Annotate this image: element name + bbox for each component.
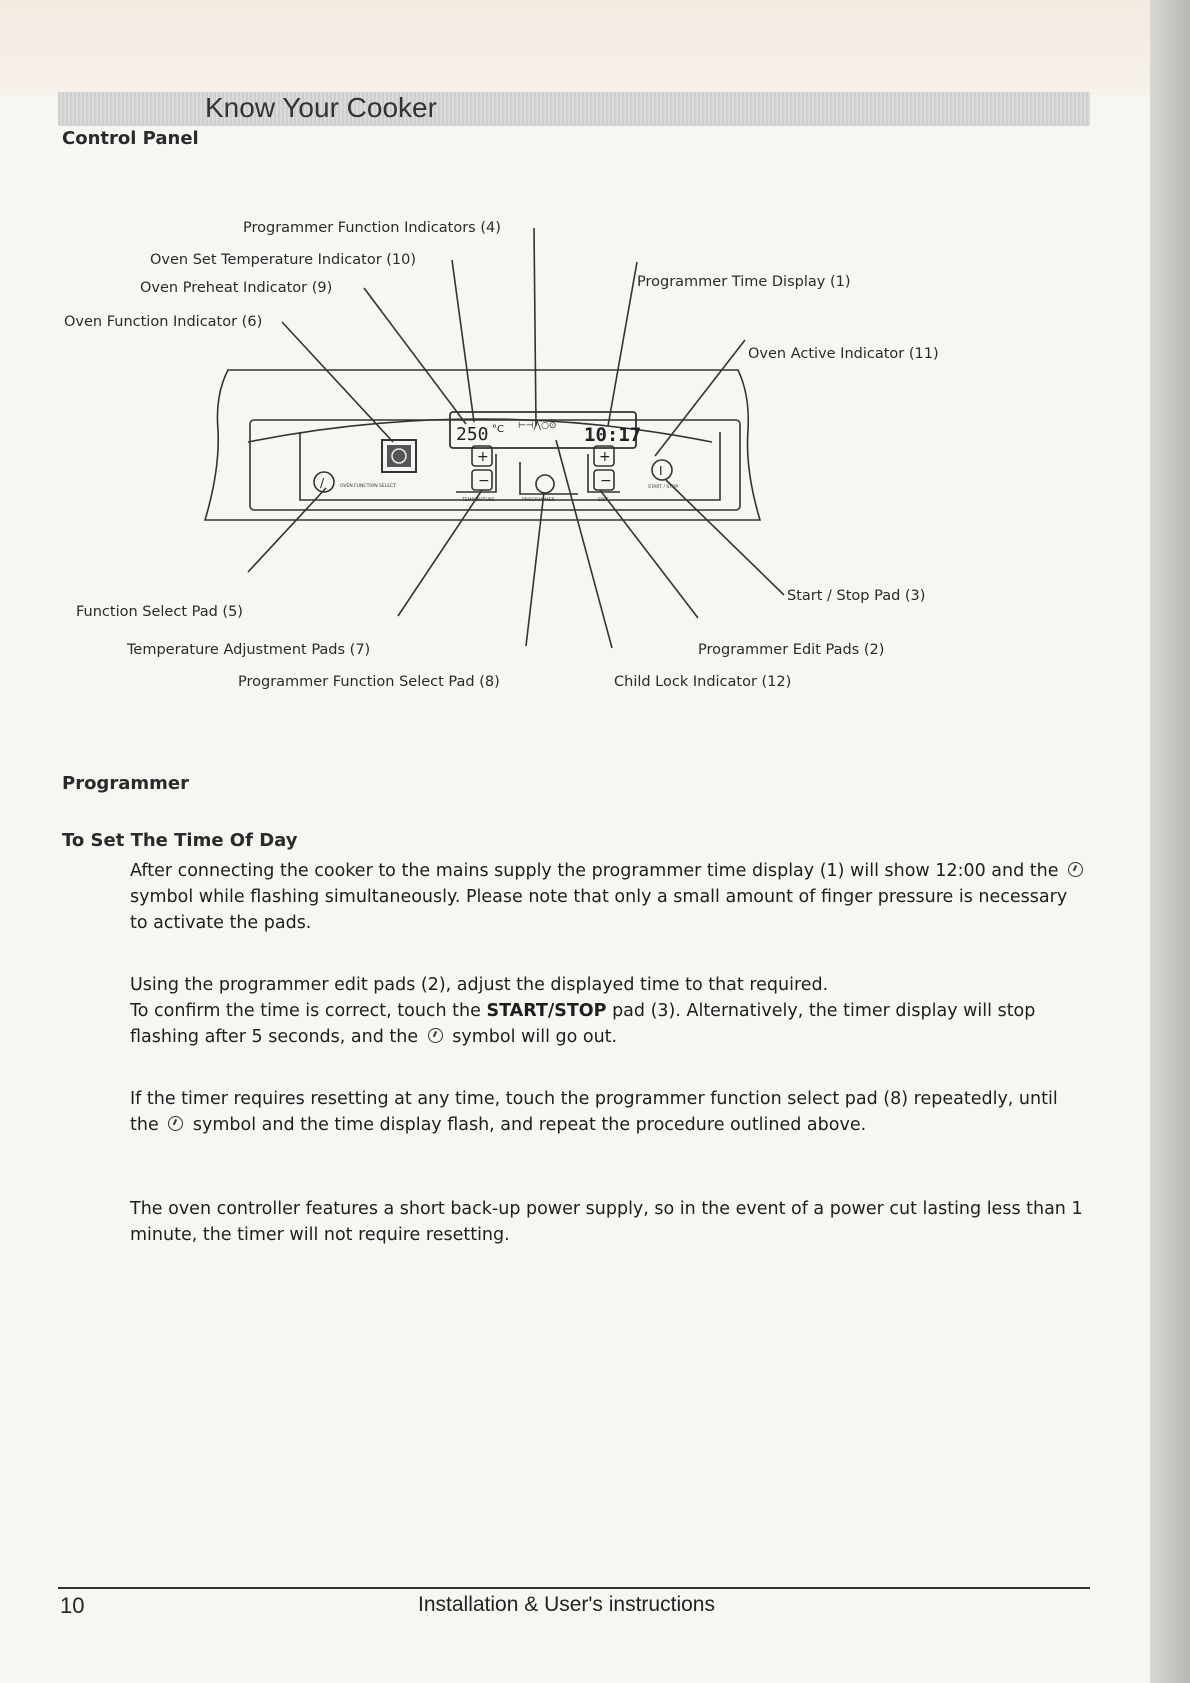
- footer-rule: [58, 1587, 1090, 1589]
- page-top-tint: [0, 0, 1150, 95]
- callout-function-select-pad: Function Select Pad (5): [76, 604, 243, 620]
- heading-programmer: Programmer: [62, 773, 189, 794]
- paragraph-edit-pads-part-2: To confirm the time is correct, touch the: [130, 1001, 481, 1021]
- page-title: Know Your Cooker: [205, 92, 437, 123]
- edit-down-symbol: −: [600, 473, 612, 489]
- programmer-select-pad-shape: [536, 475, 554, 493]
- callout-oven-preheat-indicator: Oven Preheat Indicator (9): [140, 280, 333, 296]
- panel-label-temperature: TEMPERATURE: [462, 498, 495, 503]
- display-function-symbols: ⊢⊣⋀○⊙: [518, 421, 557, 431]
- paragraph-resetting: [130, 1086, 1090, 1138]
- display-time: 10:17: [584, 424, 642, 446]
- callout-oven-function-indicator: Oven Function Indicator (6): [64, 314, 263, 330]
- callout-programmer-edit-pads: Programmer Edit Pads (2): [698, 642, 885, 658]
- leader-child-lock: [556, 440, 612, 648]
- leader-programmer-select: [526, 492, 544, 646]
- callout-temperature-adjustment-pads: Temperature Adjustment Pads (7): [127, 642, 371, 658]
- leader-function-indicator: [282, 322, 393, 442]
- page-edge-shadow: [1150, 0, 1190, 1683]
- start-stop-keyword: START/STOP: [486, 1001, 607, 1021]
- temperature-up-symbol: +: [477, 449, 489, 465]
- control-panel-diagram: [0, 200, 1150, 710]
- heading-control-panel: Control Panel: [62, 128, 199, 149]
- panel-label-programmer: PROGRAMMER: [522, 498, 555, 503]
- clock-icon: [1068, 862, 1083, 877]
- paragraph-resetting-part-1: If the timer requires resetting at any time, touch the programmer function select pad (8) repeatedly, until the: [130, 1089, 1058, 1135]
- function-select-symbol: /: [320, 476, 325, 490]
- control-panel-illustration: [0, 200, 1150, 710]
- callout-programmer-time-display: Programmer Time Display (1): [637, 274, 851, 290]
- edit-up-symbol: +: [599, 449, 611, 465]
- heading-set-time-of-day: To Set The Time Of Day: [62, 830, 298, 851]
- paragraph-edit-pads: [130, 972, 1090, 1050]
- display-temperature-unit: °C: [492, 424, 504, 435]
- leader-oven-active: [655, 340, 745, 456]
- callout-programmer-function-indicators: Programmer Function Indicators (4): [243, 220, 501, 236]
- leader-function-indicators: [534, 228, 536, 426]
- footer-title: Installation & User's instructions: [418, 1593, 715, 1616]
- leader-temperature-pads: [398, 490, 482, 616]
- temperature-down-symbol: −: [478, 473, 490, 489]
- leader-preheat: [364, 288, 466, 424]
- leader-function-select: [248, 488, 326, 572]
- paragraph-connecting: [130, 858, 1090, 936]
- clock-icon: [428, 1028, 443, 1043]
- paragraph-edit-pads-part-4: symbol will go out.: [452, 1027, 618, 1047]
- callout-oven-active-indicator: Oven Active Indicator (11): [748, 346, 939, 362]
- paragraph-edit-pads-part-3: pad (3). Alternatively, the timer display will stop flashing after 5 seconds, and the: [130, 1001, 1036, 1047]
- paragraph-connecting-part-1: After connecting the cooker to the mains supply the programmer time display (1) will show 12:00 and the: [130, 861, 1059, 881]
- callout-start-stop-pad: Start / Stop Pad (3): [787, 588, 926, 604]
- leader-time-display: [608, 262, 637, 426]
- callout-oven-set-temperature-indicator: Oven Set Temperature Indicator (10): [150, 252, 417, 268]
- paragraph-connecting-part-2: symbol while flashing simultaneously. Please note that only a small amount of finger pressure is necessary to activate the pads.: [130, 887, 1068, 933]
- paragraph-backup-power: The oven controller features a short back-up power supply, so in the event of a power cut lasting less than 1 minute, the timer will not require resetting.: [130, 1199, 1083, 1245]
- leader-start-stop: [666, 480, 784, 595]
- leader-set-temperature: [452, 260, 474, 422]
- start-stop-symbol: I: [659, 464, 663, 478]
- callout-child-lock-indicator: Child Lock Indicator (12): [614, 674, 792, 690]
- panel-label-start-stop: START / STOP: [648, 485, 679, 490]
- clock-icon: [168, 1116, 183, 1131]
- display-temperature: 250: [456, 424, 489, 445]
- panel-label-edit: EDIT: [598, 498, 609, 503]
- page-number: 10: [60, 1593, 85, 1618]
- callout-programmer-function-select-pad: Programmer Function Select Pad (8): [238, 674, 500, 690]
- paragraph-resetting-part-2: symbol and the time display flash, and repeat the procedure outlined above.: [192, 1115, 867, 1135]
- panel-label-oven-function-select: OVEN FUNCTION SELECT: [340, 484, 396, 489]
- paragraph-edit-pads-line-1: Using the programmer edit pads (2), adjust the displayed time to that required.: [130, 975, 829, 995]
